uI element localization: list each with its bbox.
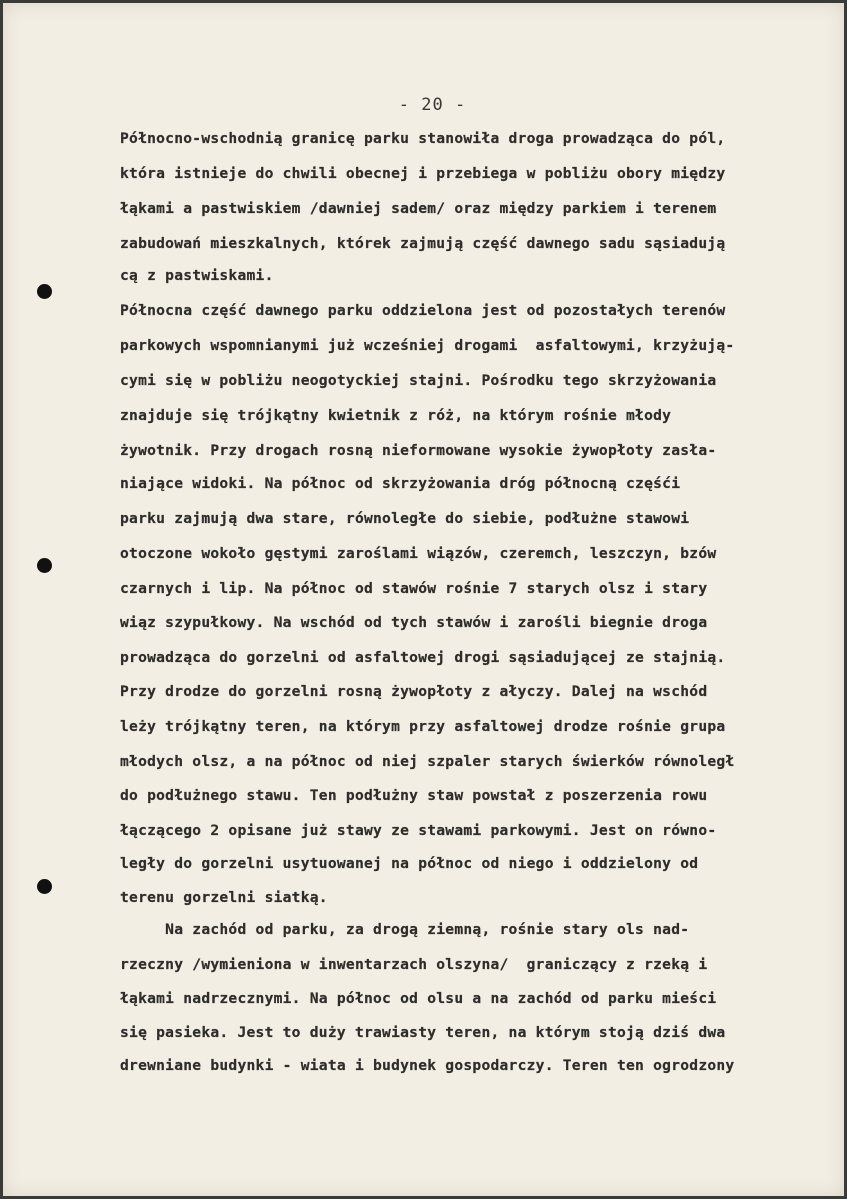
punch-hole xyxy=(37,558,52,573)
text-line: terenu gorzelni siatką. xyxy=(120,889,328,906)
text-line: która istnieje do chwili obecnej i przebiega w pobliżu obory między xyxy=(120,165,726,182)
text-line: Północno-wschodnią granicę parku stanowiła droga prowadząca do pól, xyxy=(120,130,726,147)
text-line: zabudowań mieszkalnych, którek zajmują część dawnego sadu sąsiadują xyxy=(120,235,726,252)
text-line: czarnych i lip. Na północ od stawów rośnie 7 starych olsz i stary xyxy=(120,580,708,597)
text-line: cymi się w pobliżu neogotyckiej stajni. Pośrodku tego skrzyżowania xyxy=(120,372,717,389)
text-line: otoczone wokoło gęstymi zaroślami wiązów, czeremch, leszczyn, bzów xyxy=(120,545,717,562)
text-line: parkowych wspomnianymi już wcześniej drogami asfaltowymi, krzyżują- xyxy=(120,337,735,354)
text-line: legły do gorzelni usytuowanej na północ od niego i oddzielony od xyxy=(120,855,699,872)
text-line: łąkami a pastwiskiem /dawniej sadem/ oraz między parkiem i terenem xyxy=(120,200,717,217)
text-line: niające widoki. Na północ od skrzyżowania dróg północną częśći xyxy=(120,475,681,492)
text-line: łączącego 2 opisane już stawy ze stawami parkowymi. Jest on równo- xyxy=(120,822,717,839)
text-line: żywotnik. Przy drogach rosną nieformowane wysokie żywopłoty zasła- xyxy=(120,442,717,459)
document-page xyxy=(3,3,844,1196)
text-line: prowadząca do gorzelni od asfaltowej drogi sąsiadującej ze stajnią. xyxy=(120,649,726,666)
text-line: łąkami nadrzecznymi. Na północ od olsu a na zachód od parku mieści xyxy=(120,990,717,1007)
page-number: - 20 - xyxy=(398,95,467,115)
text-line: młodych olsz, a na północ od niej szpaler starych świerków równoległ xyxy=(120,753,735,770)
text-line: cą z pastwiskami. xyxy=(120,267,274,284)
text-line: się pasieka. Jest to duży trawiasty teren, na którym stoją dziś dwa xyxy=(120,1024,726,1041)
text-line: drewniane budynki - wiata i budynek gospodarczy. Teren ten ogrodzony xyxy=(120,1057,735,1074)
text-line: parku zajmują dwa stare, równoległe do siebie, podłużne stawowi xyxy=(120,510,690,527)
text-line: znajduje się trójkątny kwietnik z róż, na którym rośnie młody xyxy=(120,407,672,424)
text-line: Przy drodze do gorzelni rosną żywopłoty z ałyczy. Dalej na wschód xyxy=(120,683,708,700)
text-line: rzeczny /wymieniona w inwentarzach olszyna/ graniczący z rzeką i xyxy=(120,956,708,973)
text-line: do podłużnego stawu. Ten podłużny staw powstał z poszerzenia rowu xyxy=(120,787,708,804)
punch-hole xyxy=(37,284,52,299)
text-line: leży trójkątny teren, na którym przy asfaltowej drodze rośnie grupa xyxy=(120,718,726,735)
text-line: Na zachód od parku, za drogą ziemną, rośnie stary ols nad- xyxy=(120,921,690,938)
text-line: Północna część dawnego parku oddzielona jest od pozostałych terenów xyxy=(120,302,726,319)
punch-hole xyxy=(37,879,52,894)
text-line: wiąz szypułkowy. Na wschód od tych stawów i zarośli biegnie droga xyxy=(120,614,708,631)
